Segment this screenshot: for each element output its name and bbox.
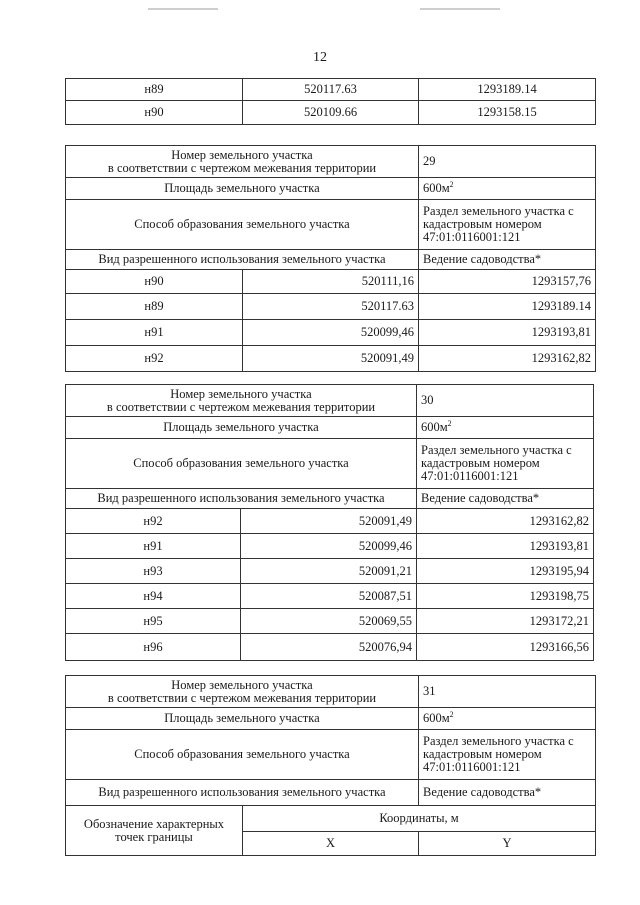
y-cell: 1293162,82 [417, 509, 594, 534]
usage-label: Вид разрешенного использования земельного участка [66, 250, 419, 270]
y-header: Y [419, 832, 596, 856]
table-row [66, 584, 594, 609]
continuation-table [65, 78, 596, 125]
area-label: Площадь земельного участка [66, 708, 419, 730]
y-cell: 1293158.15 [419, 101, 596, 125]
usage-row [66, 250, 596, 270]
scan-artifact [148, 8, 218, 10]
y-cell: 1293193,81 [417, 534, 594, 559]
area-value: $600м^2$ [419, 708, 596, 730]
point-cell: н95 [66, 609, 241, 634]
table-row [66, 609, 594, 634]
x-cell: 520087,51 [241, 584, 417, 609]
x-cell: 520091,49 [241, 509, 417, 534]
x-cell: 520117.63 [243, 294, 419, 320]
method-label: Способ образования земельного участка [66, 730, 419, 780]
usage-value: Ведение садоводства* [419, 250, 596, 270]
y-cell: 1293172,21 [417, 609, 594, 634]
x-cell: 520109.66 [243, 101, 419, 125]
method-row [66, 200, 596, 250]
plot-number-value: 30 [417, 385, 594, 417]
x-cell: 520069,55 [241, 609, 417, 634]
y-cell: 1293189.14 [419, 79, 596, 101]
points-header: Обозначение характерных точек границы [66, 806, 243, 856]
area-row [66, 417, 594, 439]
point-cell: н89 [66, 79, 243, 101]
y-cell: 1293189.14 [419, 294, 596, 320]
area-label: Площадь земельного участка [66, 178, 419, 200]
plot-number-row [66, 385, 594, 417]
x-cell: 520091,49 [243, 346, 419, 372]
area-value: $600м^2$ [417, 417, 594, 439]
x-cell: 520099,46 [241, 534, 417, 559]
area-row [66, 708, 596, 730]
table-row [66, 320, 596, 346]
y-cell: 1293166,56 [417, 634, 594, 661]
table-row [66, 79, 596, 101]
x-cell: 520091,21 [241, 559, 417, 584]
plot-number-label: Номер земельного участка в соответствии с чертежом межевания территории [66, 146, 419, 178]
usage-row [66, 780, 596, 806]
x-header: X [243, 832, 419, 856]
table-row [66, 270, 596, 294]
x-cell: 520117.63 [243, 79, 419, 101]
point-cell: н90 [66, 101, 243, 125]
point-cell: н96 [66, 634, 241, 661]
method-label: Способ образования земельного участка [66, 439, 417, 489]
usage-value: Ведение садоводства* [419, 780, 596, 806]
y-cell: 1293157,76 [419, 270, 596, 294]
plot-number-row [66, 146, 596, 178]
table-row [66, 346, 596, 372]
point-cell: н91 [66, 320, 243, 346]
x-cell: 520099,46 [243, 320, 419, 346]
page-number: 12 [313, 50, 327, 65]
plot-table-29 [65, 145, 596, 372]
coords-header: Координаты, м [243, 806, 596, 832]
point-cell: н90 [66, 270, 243, 294]
plot-number-value: 31 [419, 676, 596, 708]
y-cell: 1293198,75 [417, 584, 594, 609]
table-row [66, 294, 596, 320]
point-cell: н91 [66, 534, 241, 559]
y-cell: 1293162,82 [419, 346, 596, 372]
table-row [66, 101, 596, 125]
scan-artifact [420, 8, 500, 10]
table-row [66, 559, 594, 584]
usage-label: Вид разрешенного использования земельного участка [66, 489, 417, 509]
plot-number-value: 29 [419, 146, 596, 178]
y-cell: 1293193,81 [419, 320, 596, 346]
method-value: Раздел земельного участка с кадастровым номером 47:01:0116001:121 [417, 439, 594, 489]
plot-table-31 [65, 675, 596, 856]
x-cell: 520111,16 [243, 270, 419, 294]
usage-row [66, 489, 594, 509]
plot-table-30 [65, 384, 594, 661]
method-row [66, 730, 596, 780]
coords-header-row [66, 806, 596, 832]
method-row [66, 439, 594, 489]
plot-number-row [66, 676, 596, 708]
usage-label: Вид разрешенного использования земельного участка [66, 780, 419, 806]
point-cell: н92 [66, 346, 243, 372]
x-cell: 520076,94 [241, 634, 417, 661]
method-value: Раздел земельного участка с кадастровым номером 47:01:0116001:121 [419, 730, 596, 780]
table-row [66, 509, 594, 534]
point-cell: н93 [66, 559, 241, 584]
method-label: Способ образования земельного участка [66, 200, 419, 250]
point-cell: н92 [66, 509, 241, 534]
point-cell: н94 [66, 584, 241, 609]
usage-value: Ведение садоводства* [417, 489, 594, 509]
area-row [66, 178, 596, 200]
point-cell: н89 [66, 294, 243, 320]
table-row [66, 534, 594, 559]
method-value: Раздел земельного участка с кадастровым номером 47:01:0116001:121 [419, 200, 596, 250]
y-cell: 1293195,94 [417, 559, 594, 584]
area-label: Площадь земельного участка [66, 417, 417, 439]
table-row [66, 634, 594, 661]
plot-number-label: Номер земельного участка в соответствии с чертежом межевания территории [66, 385, 417, 417]
area-value: $600м^2$ [419, 178, 596, 200]
plot-number-label: Номер земельного участка в соответствии с чертежом межевания территории [66, 676, 419, 708]
